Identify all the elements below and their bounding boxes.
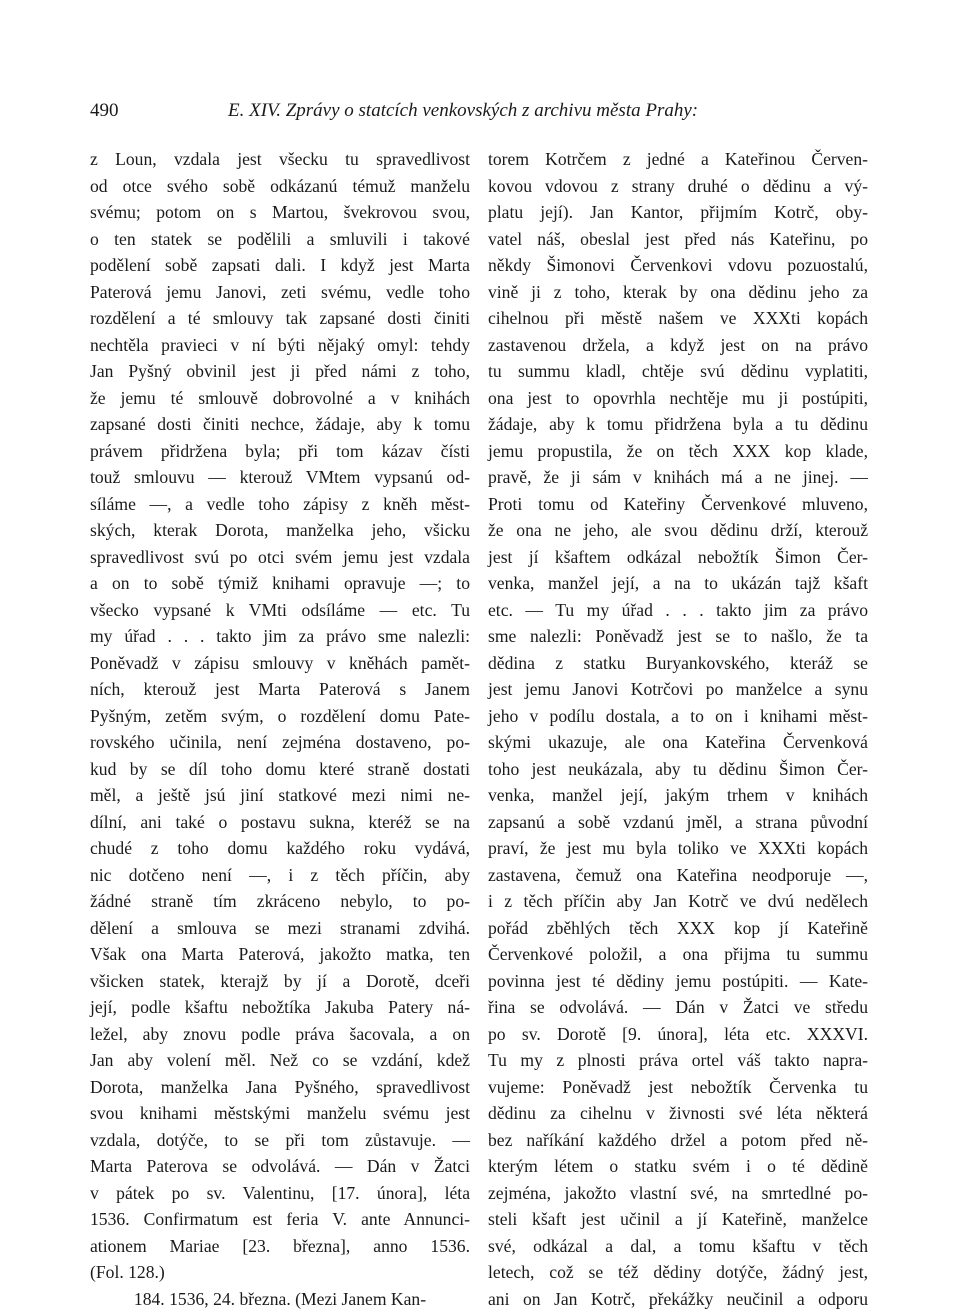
text-line: z Loun, vzdala jest všecku tu spravedlivost <box>90 146 470 173</box>
page-number: 490 <box>90 100 119 122</box>
text-line: venka, manžel její, jakým trhem v knihách <box>488 782 868 809</box>
text-line: dědina z statku Buryankovského, kteráž se <box>488 650 868 677</box>
text-line: podělení sobě zapsati dali. I když jest Marta <box>90 252 470 279</box>
text-line: ationem Mariae [23. března], anno 1536. <box>90 1233 470 1260</box>
text-line: zejména, jakožto vlastní své, na smrtedlné po- <box>488 1180 868 1207</box>
text-line: své, odkázal a dal, a tomu kšaftu v těch <box>488 1233 868 1260</box>
text-line: svému; potom on s Martou, švekrovou svou, <box>90 199 470 226</box>
text-line: zastavena, čemuž ona Kateřina neodporuje —, <box>488 862 868 889</box>
text-line: vujeme: Poněvadž jest nebožtík Červenka tu <box>488 1074 868 1101</box>
text-line: vzdala, dotýče, to se při tom zůstavuje. — <box>90 1127 470 1154</box>
running-head: E. XIV. Zprávy o statcích venkovských z archivu města Prahy: <box>228 100 698 122</box>
page-header <box>90 100 880 130</box>
text-line: Proti tomu od Kateřiny Červenkové mluveno, <box>488 491 868 518</box>
text-line: žádaje, aby k tomu přidržena byla a tu dědinu <box>488 411 868 438</box>
text-line: ležel, aby znovu podle práva šacovala, a on <box>90 1021 470 1048</box>
text-line: nic dotčeno není —, i z těch příčin, aby <box>90 862 470 889</box>
text-line: kud by se díl toho domu které straně dostati <box>90 756 470 783</box>
text-line: že jemu té smlouvě dobrovolné a v knihách <box>90 385 470 412</box>
text-line: my úřad . . . takto jim za právo sme nalezli: <box>90 623 470 650</box>
text-line: všecko vypsané k VMti odsíláme — etc. Tu <box>90 597 470 624</box>
text-line: jest jí kšaftem odkázal nebožtík Šimon Čer- <box>488 544 868 571</box>
text-line: Červenkové položil, a ona přijma tu summu <box>488 941 868 968</box>
text-line: rozdělení a té smlouvy tak zapsané dosti činiti <box>90 305 470 332</box>
text-line: Však ona Marta Paterová, jakožto matka, ten <box>90 941 470 968</box>
text-line: v pátek po sv. Valentinu, [17. února], léta <box>90 1180 470 1207</box>
text-line: torem Kotrčem z jedné a Kateřinou Červen- <box>488 146 868 173</box>
text-line: platu její). Jan Kantor, přijmím Kotrč, oby- <box>488 199 868 226</box>
text-line: toho jest neukázala, aby tu dědinu Šimon Čer- <box>488 756 868 783</box>
text-line: letech, což se též dědiny dotýče, žádný jest, <box>488 1259 868 1286</box>
text-line: právem přidržena byla; při tom kázav čísti <box>90 438 470 465</box>
text-line: Tu my z plnosti práva ortel váš takto naprа- <box>488 1047 868 1074</box>
text-line: řina se odvolává. — Dán v Žatci ve středu <box>488 994 868 1021</box>
text-line: pravě, že ji sám v knihách má a ne jinej. — <box>488 464 868 491</box>
text-line: bez naříkání každého držel a potom před ně- <box>488 1127 868 1154</box>
text-line: Jan aby volení měl. Než co se vzdání, kdež <box>90 1047 470 1074</box>
text-line: zapsané dosti činiti nechce, žádaje, aby k tomu <box>90 411 470 438</box>
text-line: kterým létem o statku svém i o té dědině <box>488 1153 868 1180</box>
left-column <box>90 146 470 1312</box>
text-line: po sv. Dorotě [9. února], léta etc. XXXVI. <box>488 1021 868 1048</box>
text-line: etc. — Tu my úřad . . . takto jim za právo <box>488 597 868 624</box>
text-line: dílní, ani také o postavu sukna, kteréž se na <box>90 809 470 836</box>
text-line: svou knihami městskými manželu svému jest <box>90 1100 470 1127</box>
text-line: 184. 1536, 24. března. (Mezi Janem Kan- <box>90 1286 470 1312</box>
text-line: ani on Jan Kotrč, překážky neučinil a odporu <box>488 1286 868 1312</box>
text-line: a on to sobě týmiž knihami opravuje —; to <box>90 570 470 597</box>
text-line: ních, kterouž jest Marta Paterová s Janem <box>90 676 470 703</box>
text-line: praví, že jest mu byla toliko ve XXXti kopách <box>488 835 868 862</box>
text-line: od otce svého sobě odkázanú témuž manželu <box>90 173 470 200</box>
text-line: pořád zběhlých těch XXX kop jí Kateřině <box>488 915 868 942</box>
text-line: zapsanú a sobě vzdanú jměl, a strana původní <box>488 809 868 836</box>
text-line: dělení a smlouva se mezi stranami zdvihá. <box>90 915 470 942</box>
text-line: Pyšným, zetěm svým, o rozdělení domu Pate- <box>90 703 470 730</box>
text-line: cihelnou při městě našem ve XXXti kopách <box>488 305 868 332</box>
text-line: dědinu za cihelnu v živnosti své léta některá <box>488 1100 868 1127</box>
text-line: Dorota, manželka Jana Pyšného, spravedlivost <box>90 1074 470 1101</box>
text-line: rovského učinila, není zejména dostaveno, po- <box>90 729 470 756</box>
text-line: venka, manžel její, a na to ukázán tajž kšaft <box>488 570 868 597</box>
text-line: i z těch příčin aby Jan Kotrč ve dvú nedělech <box>488 888 868 915</box>
text-line: kovou vdovou z strany druhé o dědinu a vý- <box>488 173 868 200</box>
text-line: síláme —, a vedle toho zápisy z kněh měst- <box>90 491 470 518</box>
text-line: jest jemu Janovi Kotrčovi po manželce a synu <box>488 676 868 703</box>
text-line: její, podle kšaftu nebožtíka Jakuba Patery ná- <box>90 994 470 1021</box>
text-line: tu summu kladl, chtěje svú dědinu vyplatiti, <box>488 358 868 385</box>
text-line: jeho v podílu dostala, a to on i knihami měst- <box>488 703 868 730</box>
text-line: 1536. Confirmatum est feria V. ante Annunci- <box>90 1206 470 1233</box>
text-line: vatel náš, obeslal jest před nás Kateřinu, po <box>488 226 868 253</box>
text-line: jemu propustila, že on těch XXX kop klade, <box>488 438 868 465</box>
text-line: žádné straně tím zkráceno nebylo, to po- <box>90 888 470 915</box>
text-line: (Fol. 128.) <box>90 1259 470 1286</box>
text-line: skými ukazuje, ale ona Kateřina Červenková <box>488 729 868 756</box>
text-line: o ten statek se podělili a smluvili i takové <box>90 226 470 253</box>
text-line: měl, a ještě jsú jiní statkové mezi nimi ne- <box>90 782 470 809</box>
text-line: chudé z toho domu každého roku vydává, <box>90 835 470 862</box>
text-line: všicken statek, kterajž by jí a Dorotě, dceři <box>90 968 470 995</box>
text-line: někdy Šimonovi Červenkovi vdovu pozuostalú, <box>488 252 868 279</box>
text-line: ských, kterak Dorota, manželka jeho, všicku <box>90 517 470 544</box>
text-line: spravedlivost svú po otci svém jemu jest vzdala <box>90 544 470 571</box>
text-line: ona jest to opovrhla nechtěje mu ji postúpiti, <box>488 385 868 412</box>
text-line: Marta Paterova se odvolává. — Dán v Žatci <box>90 1153 470 1180</box>
text-line: že ona ne jeho, ale svou dědinu drží, kterouž <box>488 517 868 544</box>
text-line: Paterová jemu Janovi, zeti svému, vedle toho <box>90 279 470 306</box>
text-line: zastavenou drželа, a když jest on na právo <box>488 332 868 359</box>
text-line: povinna jest té dědiny jemu postúpiti. — Kate- <box>488 968 868 995</box>
text-line: Poněvadž v zápisu smlouvy v kněhách pamět- <box>90 650 470 677</box>
text-line: sme nalezli: Poněvadž jest se to našlo, že ta <box>488 623 868 650</box>
text-line: nechtěla pravieci v ní býti nějaký omyl: tehdy <box>90 332 470 359</box>
text-line: steli kšaft jest učinil a jí Kateřině, manželce <box>488 1206 868 1233</box>
text-line: vině ji z toho, kterak by ona dědinu jeho za <box>488 279 868 306</box>
right-column <box>488 146 868 1312</box>
text-line: touž smlouvu — kterouž VMtem vypsanú od- <box>90 464 470 491</box>
text-line: Jan Pyšný obvinil jest ji před námi z toho, <box>90 358 470 385</box>
